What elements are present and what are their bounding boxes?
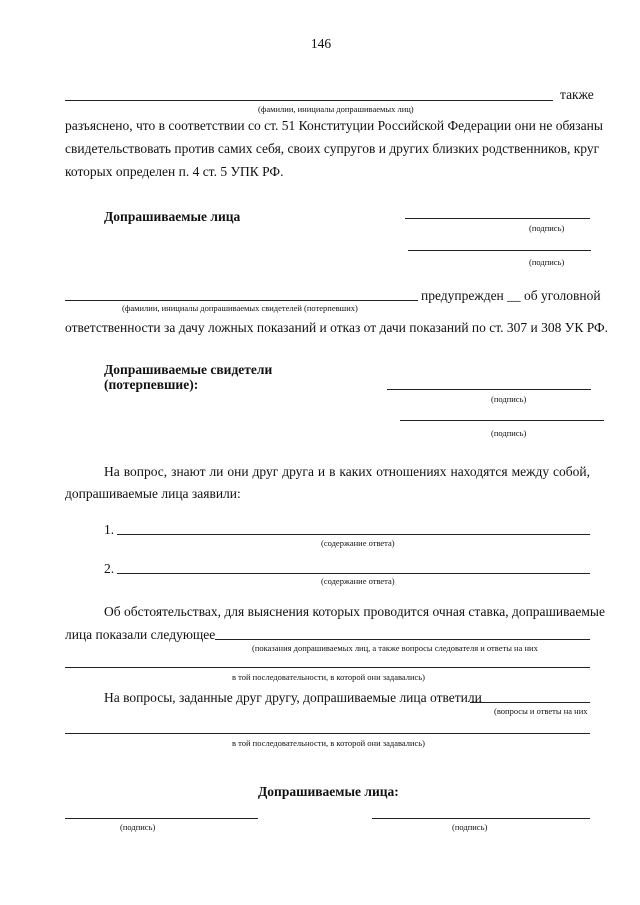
warning-line-suffix: предупрежден __ об уголовной (421, 288, 601, 303)
witnesses-signature-caption-1: (подпись) (491, 394, 527, 404)
circumstances-line-1: Об обстоятельствах, для выяснения которых проводится очная ставка, допрашиваемые (104, 604, 605, 619)
witnesses-names-caption: (фамилии, инициалы допрашиваемых свидетелей (потерпевших) (122, 303, 358, 313)
interrogated-signature-caption-1: (подпись) (529, 223, 565, 233)
final-signature-line-right[interactable] (372, 818, 590, 819)
circumstances-continuation-line[interactable] (65, 667, 590, 668)
final-heading: Допрашиваемые лица: (258, 784, 399, 799)
names-line-suffix: также (560, 87, 594, 102)
intro-paragraph-line-1: разъяснено, что в соответствии со ст. 51 Конституции Российской Федерации они не обязаны (65, 118, 603, 133)
mutual-questions-continuation-line[interactable] (65, 733, 590, 734)
witnesses-signature-line-1[interactable] (387, 389, 591, 390)
final-signature-caption-left: (подпись) (120, 822, 156, 832)
witnesses-heading-line-2: (потерпевшие): (104, 377, 199, 392)
witnesses-heading-line-1: Допрашиваемые свидетели (104, 362, 273, 377)
names-line-caption: (фамилии, инициалы допрашиваемых лиц) (258, 104, 414, 114)
answer-1-line[interactable] (117, 534, 590, 535)
interrogated-heading: Допрашиваемые лица (104, 209, 241, 224)
warning-paragraph: ответственности за дачу ложных показаний и отказ от дачи показаний по ст. 307 и 308 УК РФ. (65, 320, 609, 335)
circumstances-caption-1: (показания допрашиваемых лиц, а также вопросы следователя и ответы на них (252, 643, 538, 653)
answer-1-number: 1. (104, 522, 115, 537)
answer-1-caption: (содержание ответа) (321, 538, 395, 548)
question-line-1: На вопрос, знают ли они друг друга и в каких отношениях находятся между собой, (104, 464, 590, 479)
interrogated-signature-caption-2: (подпись) (529, 257, 565, 267)
names-line[interactable] (65, 100, 553, 101)
circumstances-line-2: лица показали следующее (65, 627, 216, 642)
mutual-questions-line[interactable] (470, 702, 590, 703)
answer-2-caption: (содержание ответа) (321, 576, 395, 586)
answer-2-line[interactable] (117, 573, 590, 574)
page-number: 146 (310, 36, 332, 51)
final-signature-caption-right: (подпись) (452, 822, 488, 832)
intro-paragraph-line-2: свидетельствовать против самих себя, своих супругов и других близких родственников, круг (65, 141, 600, 156)
interrogated-signature-line-2[interactable] (408, 250, 591, 251)
mutual-questions-line-1: На вопросы, заданные друг другу, допрашиваемые лица ответили (104, 690, 482, 705)
final-signature-line-left[interactable] (65, 818, 258, 819)
circumstances-caption-2: в той последовательности, в которой они задавались) (232, 672, 426, 682)
mutual-questions-caption-1: (вопросы и ответы на них (494, 706, 588, 716)
witnesses-signature-caption-2: (подпись) (491, 428, 527, 438)
witnesses-names-line[interactable] (65, 300, 418, 301)
intro-paragraph-line-3: которых определен п. 4 ст. 5 УПК РФ. (65, 164, 284, 179)
mutual-questions-caption-2: в той последовательности, в которой они задавались) (232, 738, 426, 748)
answer-2-number: 2. (104, 561, 115, 576)
question-line-2: допрашиваемые лица заявили: (65, 486, 241, 501)
circumstances-line[interactable] (215, 639, 590, 640)
interrogated-signature-line-1[interactable] (405, 218, 590, 219)
witnesses-signature-line-2[interactable] (400, 420, 604, 421)
